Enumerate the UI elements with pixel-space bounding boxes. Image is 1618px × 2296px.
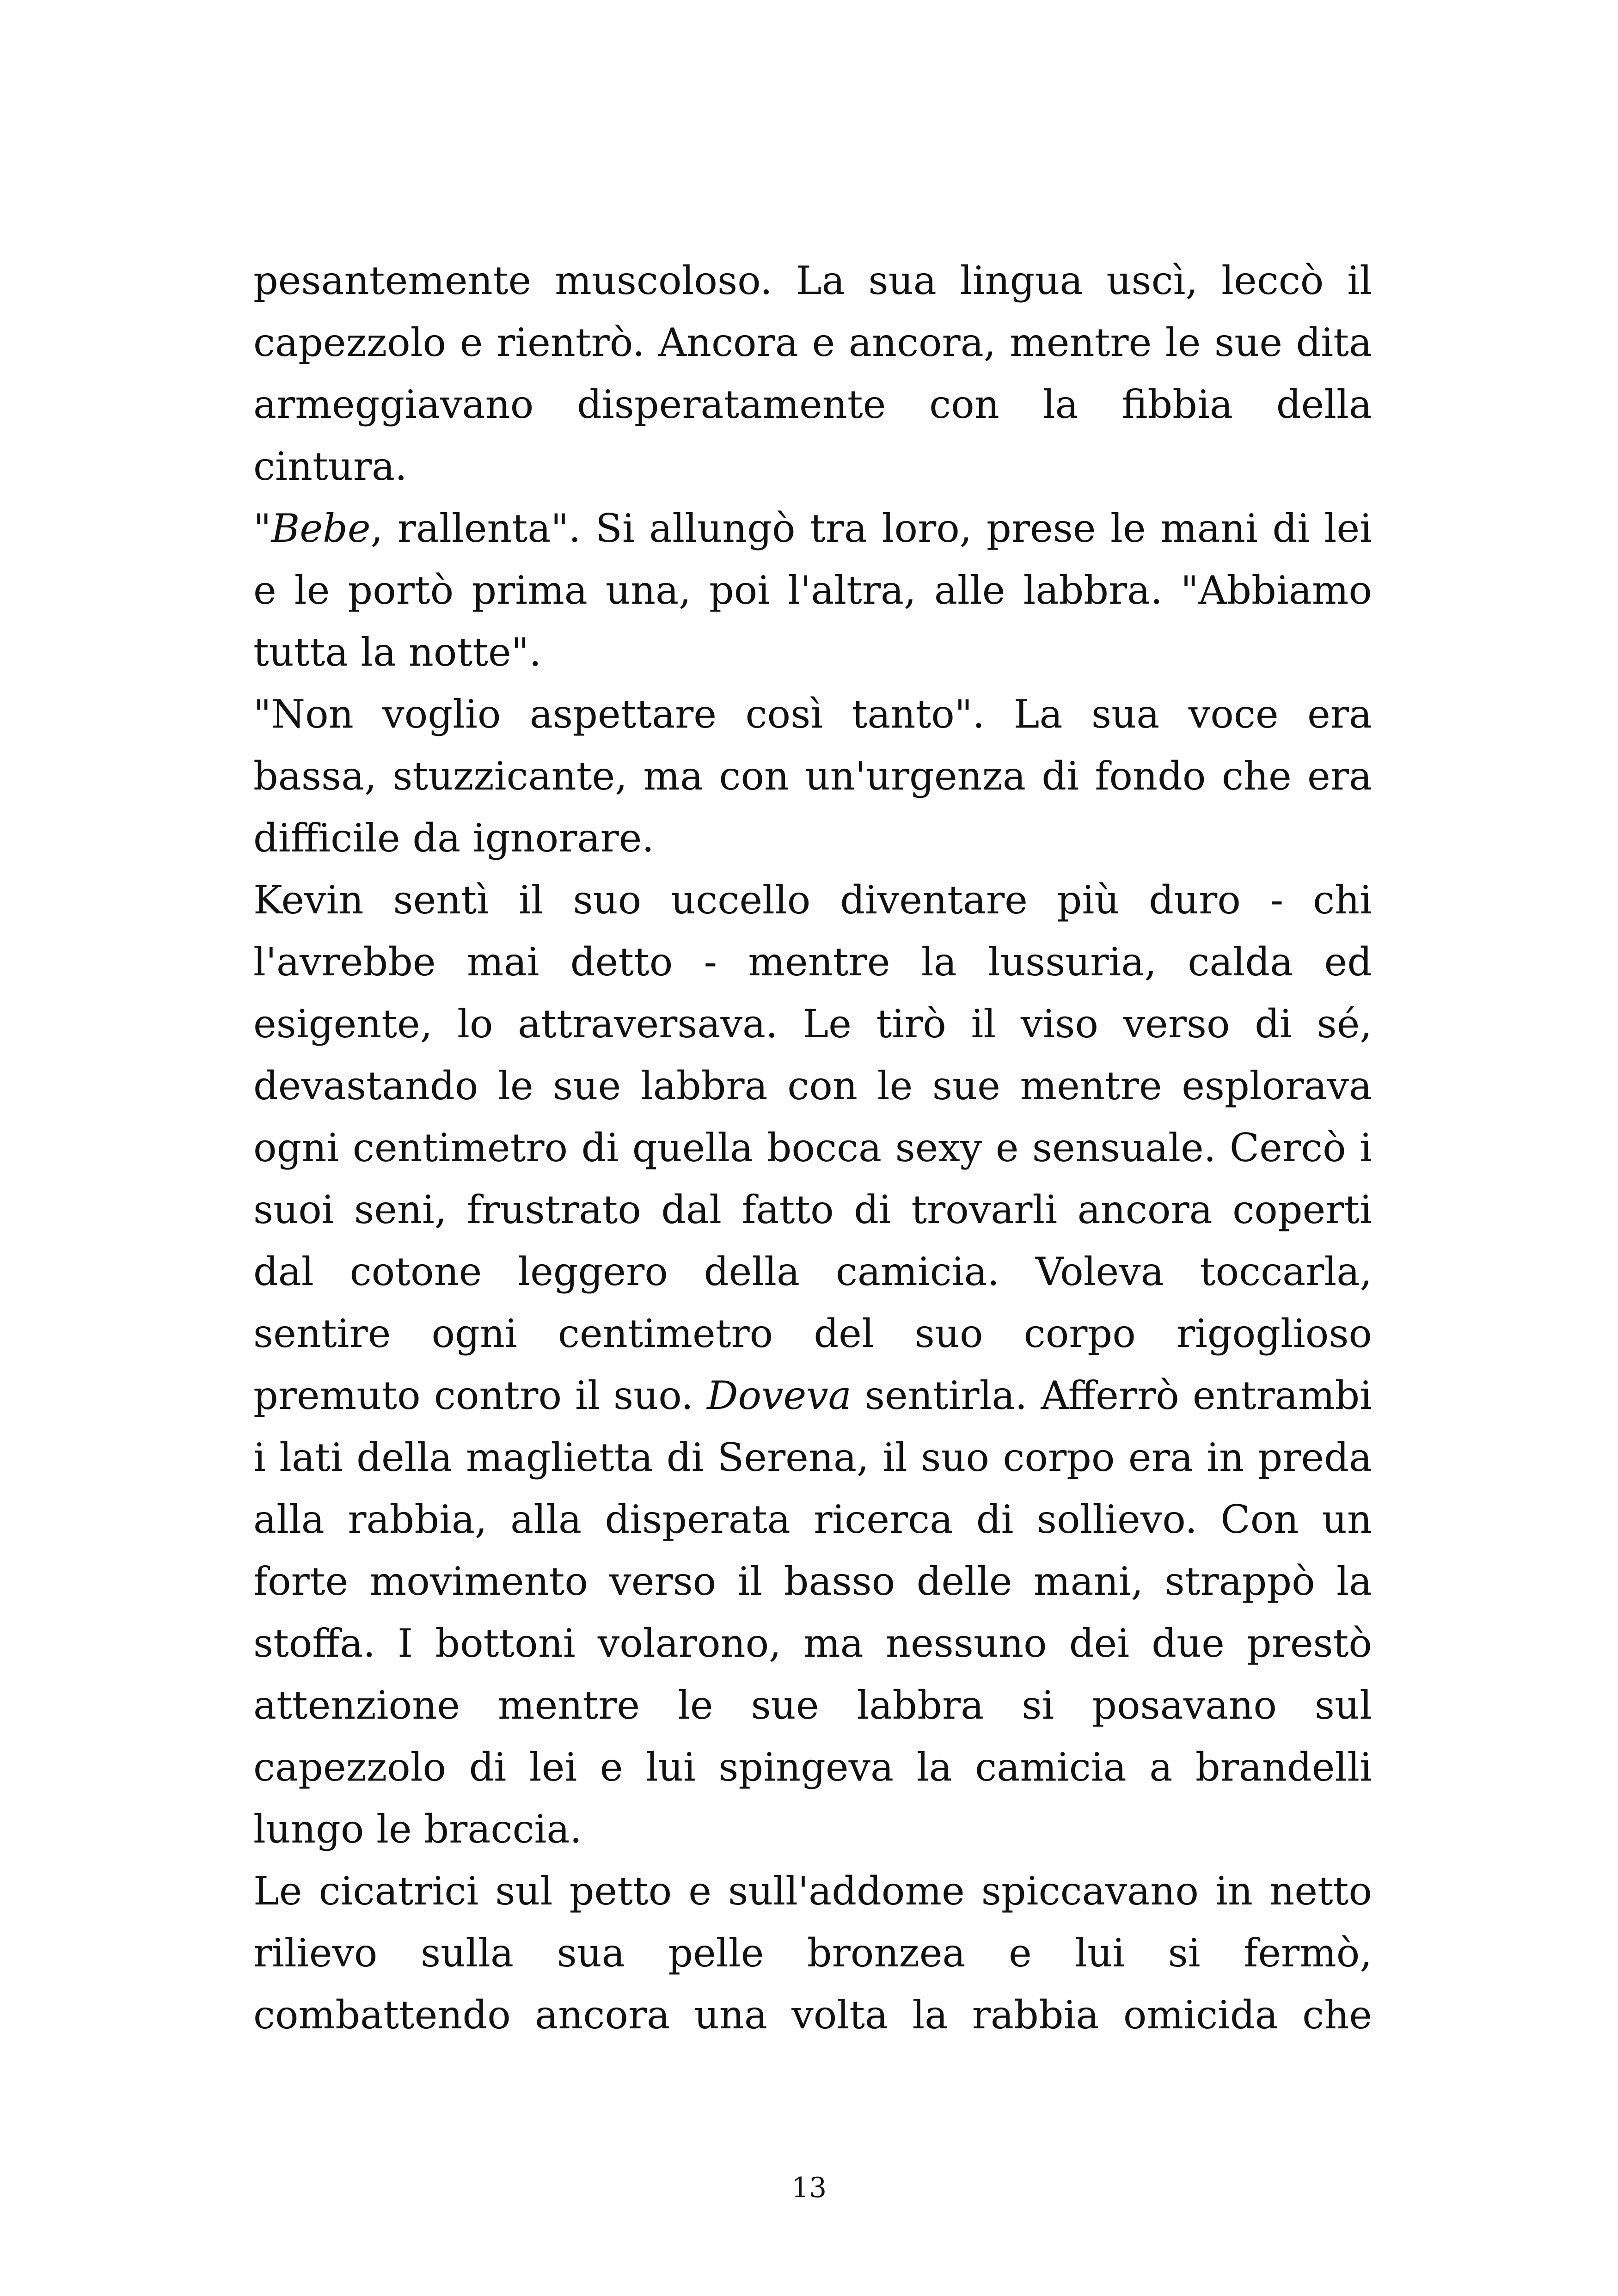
italic-text-run: Doveva [707,1373,852,1418]
paragraph [253,250,1372,497]
text-run: Le cicatrici sul petto e sull'addome spiccavano in netto rilievo sulla sua pelle bronzea e lui si fermò, combattendo ancora una volta la rabbia omicida che [253,1868,1372,2038]
paragraph [253,1860,1372,2046]
text-run: sentirla. Afferrò entrambi i lati della maglietta di Serena, il suo corpo era in preda alla rabbia, alla disperata ricerca di sollievo. Con un forte movimento verso il basso delle mani, strappò la stoffa. I bottoni volarono, ma nessuno dei due prestò attenzione mentre le sue labbra si posavano sul capezzolo di lei e lui spingeva la camicia a brandelli lungo le braccia. [253,1373,1372,1852]
text-run: , rallenta". Si allungò tra loro, prese le mani di lei e le portò prima una, poi l'altra, alle labbra. "Abbiamo tutta la notte". [253,506,1372,675]
italic-text-run: Bebe [271,506,371,551]
page-number: 13 [791,2172,827,2204]
body-text [253,250,1372,2046]
paragraph [253,497,1372,683]
paragraph [253,869,1372,1860]
text-run: Kevin sentì il suo uccello diventare più duro - chi l'avrebbe mai detto - mentre la lussuria, calda ed esigente, lo attraversava. Le tirò il viso verso di sé, devastando le sue labbra con le sue mentre esplorava ogni centimetro di quella bocca sexy e sensuale. Cercò i suoi seni, frustrato dal fatto di trovarli ancora coperti dal cotone leggero della camicia. Voleva toccarla, sentire ogni centimetro del suo corpo rigoglioso premuto contro il suo. [253,877,1372,1418]
text-run: "Non voglio aspettare così tanto". La sua voce era bassa, stuzzicante, ma con un'urgenza di fondo che era difficile da ignorare. [253,692,1372,861]
text-run: pesantemente muscoloso. La sua lingua uscì, leccò il capezzolo e rientrò. Ancora e ancora, mentre le sue dita armeggiavano disperatamente con la fibbia della cintura. [253,258,1372,489]
text-run: " [253,506,271,551]
paragraph [253,683,1372,869]
